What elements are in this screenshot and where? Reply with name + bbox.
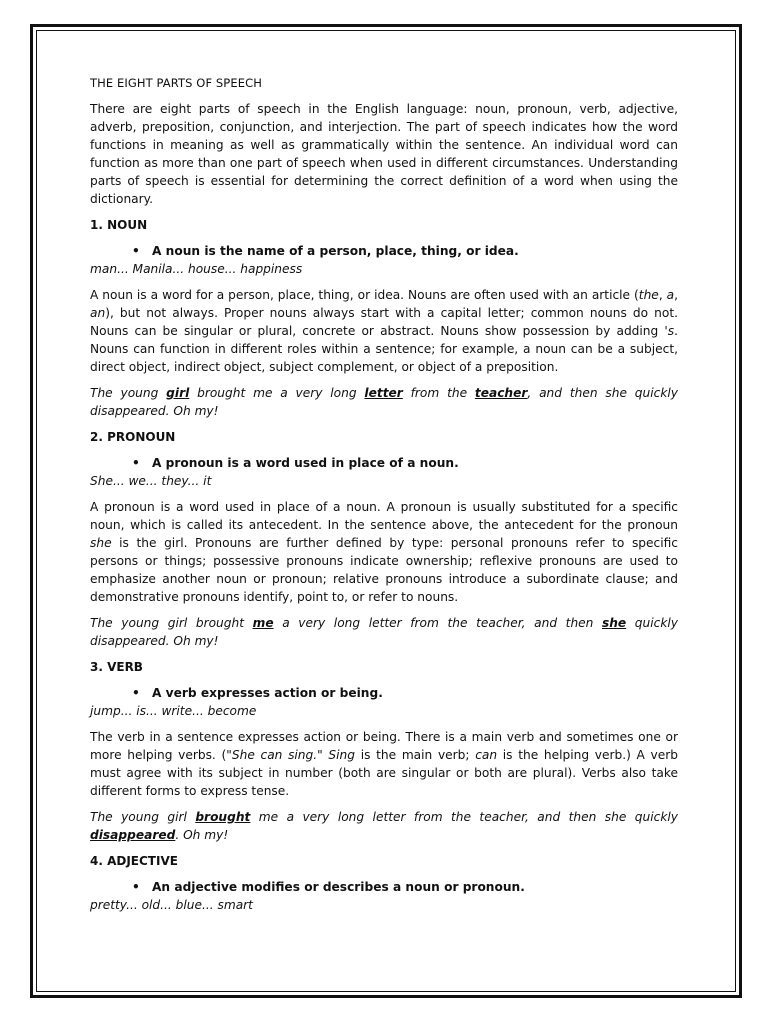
section-heading-adjective: 4. ADJECTIVE bbox=[90, 854, 178, 868]
adjective-examples: pretty... old... blue... smart bbox=[90, 898, 253, 912]
text-run: is the girl. Pronouns are further defined by type: personal pronouns refer to specific persons or things; possessive pronouns indicate ownership; reflexive pronouns are used to emphasize another noun or pronoun; relative pronouns introduce a subordinate clause; and demonstrative pronouns identify, point to, or refer to nouns. bbox=[90, 536, 678, 604]
bullet-pronoun-definition bbox=[90, 454, 678, 472]
text-run: me a very long letter from the teacher, and then she quickly bbox=[250, 810, 678, 824]
bullet-icon: • bbox=[132, 880, 140, 894]
text-run: brought me a very long bbox=[189, 386, 365, 400]
bullet-icon: • bbox=[132, 686, 140, 700]
text-run: 's bbox=[664, 324, 675, 338]
text-run: is the main verb; bbox=[355, 748, 476, 762]
text-run: is the helping verb.) A verb must agree with its subject in number (both are singular or both are plural). Verbs also take different forms to express tense. bbox=[90, 748, 679, 798]
highlighted-word: brought bbox=[195, 810, 251, 824]
highlighted-word: girl bbox=[166, 386, 190, 400]
text-run: the bbox=[638, 288, 659, 302]
text-run: . Oh my! bbox=[175, 828, 229, 842]
text-run: a bbox=[666, 288, 675, 302]
text-run: can bbox=[475, 748, 498, 762]
bullet-adjective-definition bbox=[90, 878, 678, 896]
noun-examples: man... Manila... house... happiness bbox=[90, 262, 303, 276]
pronoun-description bbox=[90, 498, 678, 606]
text-run: , bbox=[674, 288, 679, 302]
intro-paragraph: There are eight parts of speech in the English language: noun, pronoun, verb, adjective, adverb, preposition, conjunction, and interjection. The part of speech indicates how the word functions in meaning as well as grammatically within the sentence. An individual word can function as more than one part of speech when used in different circumstances. Understanding parts of speech is essential for determining the correct definition of a word when using the dictionary. bbox=[90, 102, 678, 206]
text-run: A noun is a word for a person, place, thing, or idea. Nouns are often used with an article ( bbox=[90, 288, 639, 302]
bullet-noun-definition bbox=[90, 242, 678, 260]
bullet-text: A verb expresses action or being. bbox=[152, 686, 383, 700]
text-run: quickly disappeared. Oh my! bbox=[90, 616, 679, 648]
highlighted-word: teacher bbox=[474, 386, 528, 400]
text-run: The young girl bbox=[90, 810, 196, 824]
text-run: ), but not always. Proper nouns always start with a capital letter; common nouns do not. Nouns can be singular or plural, concrete or abstract. Nouns show possession by adding bbox=[90, 306, 678, 338]
text-run: from the bbox=[402, 386, 475, 400]
text-run: , and then she quickly disappeared. Oh my! bbox=[90, 386, 678, 418]
text-run: She can sing." Sing bbox=[231, 748, 356, 762]
bullet-icon: • bbox=[132, 244, 140, 258]
text-run: an bbox=[90, 306, 106, 320]
section-heading-noun: 1. NOUN bbox=[90, 218, 148, 232]
verb-description bbox=[90, 728, 678, 800]
text-run: . Nouns can function in different roles within a sentence; for example, a noun can be a subject, direct object, indirect object, subject complement, or object of a preposition. bbox=[90, 324, 678, 374]
pronoun-examples: She... we... they... it bbox=[90, 474, 212, 488]
text-run: The verb in a sentence expresses action or being. There is a main verb and sometimes one or more helping verbs. (" bbox=[90, 730, 678, 762]
text-run: she bbox=[90, 536, 112, 550]
pronoun-example-sentence bbox=[90, 614, 678, 650]
bullet-text: An adjective modifies or describes a noun or pronoun. bbox=[152, 880, 525, 894]
highlighted-word: disappeared bbox=[90, 828, 176, 842]
text-run: , bbox=[658, 288, 667, 302]
bullet-verb-definition bbox=[90, 684, 678, 702]
bullet-text: A noun is the name of a person, place, thing, or idea. bbox=[152, 244, 519, 258]
noun-description bbox=[90, 286, 678, 376]
noun-example-sentence bbox=[90, 384, 678, 420]
text-run: A pronoun is a word used in place of a noun. A pronoun is usually substituted for a specific noun, which is called its antecedent. In the sentence above, the antecedent for the pronoun bbox=[90, 500, 678, 532]
bullet-text: A pronoun is a word used in place of a noun. bbox=[152, 456, 459, 470]
text-run: a very long letter from the teacher, and then bbox=[273, 616, 602, 630]
section-heading-verb: 3. VERB bbox=[90, 660, 143, 674]
document-body bbox=[90, 74, 678, 922]
highlighted-word: me bbox=[252, 616, 274, 630]
verb-examples: jump... is... write... become bbox=[90, 704, 257, 718]
document-title: THE EIGHT PARTS OF SPEECH bbox=[90, 76, 262, 90]
text-run: The young girl brought bbox=[90, 616, 253, 630]
bullet-icon: • bbox=[132, 456, 140, 470]
highlighted-word: letter bbox=[364, 386, 403, 400]
verb-example-sentence bbox=[90, 808, 678, 844]
section-heading-pronoun: 2. PRONOUN bbox=[90, 430, 176, 444]
highlighted-word: she bbox=[602, 616, 627, 630]
text-run: The young bbox=[90, 386, 167, 400]
